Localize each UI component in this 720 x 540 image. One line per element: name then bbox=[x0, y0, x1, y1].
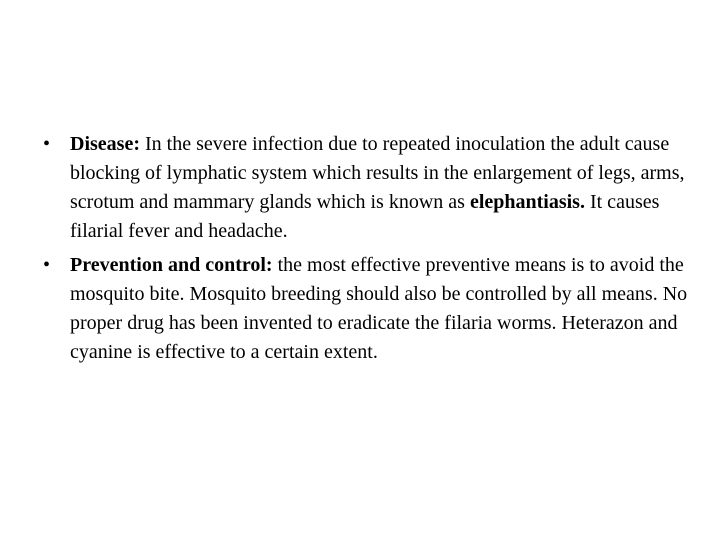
emphasis-elephantiasis: elephantiasis. bbox=[469, 191, 585, 213]
disease-text: In the severe infection due to repeated inoculation the adult cause blocking of lymphatic system which results in the enlargement of legs, arms, scrotum and mammary glands which is known as bbox=[70, 133, 685, 213]
bullet-list bbox=[43, 130, 693, 372]
bullet-item-disease bbox=[43, 130, 693, 246]
term-prevention: Prevention and control: bbox=[70, 254, 273, 276]
disease-text-end: It causes filarial fever and headache. bbox=[70, 191, 660, 242]
bullet-icon: • bbox=[43, 133, 51, 155]
bullet-item-prevention bbox=[43, 251, 693, 367]
bullet-icon: • bbox=[43, 254, 51, 276]
prevention-text: the most effective preventive means is to avoid the mosquito bite. Mosquito breeding should also be controlled by all means. No proper drug has been invented to eradicate the filaria worms. Heterazon and cyanine is effective to a certain extent. bbox=[70, 254, 688, 363]
term-disease: Disease: bbox=[70, 133, 140, 155]
